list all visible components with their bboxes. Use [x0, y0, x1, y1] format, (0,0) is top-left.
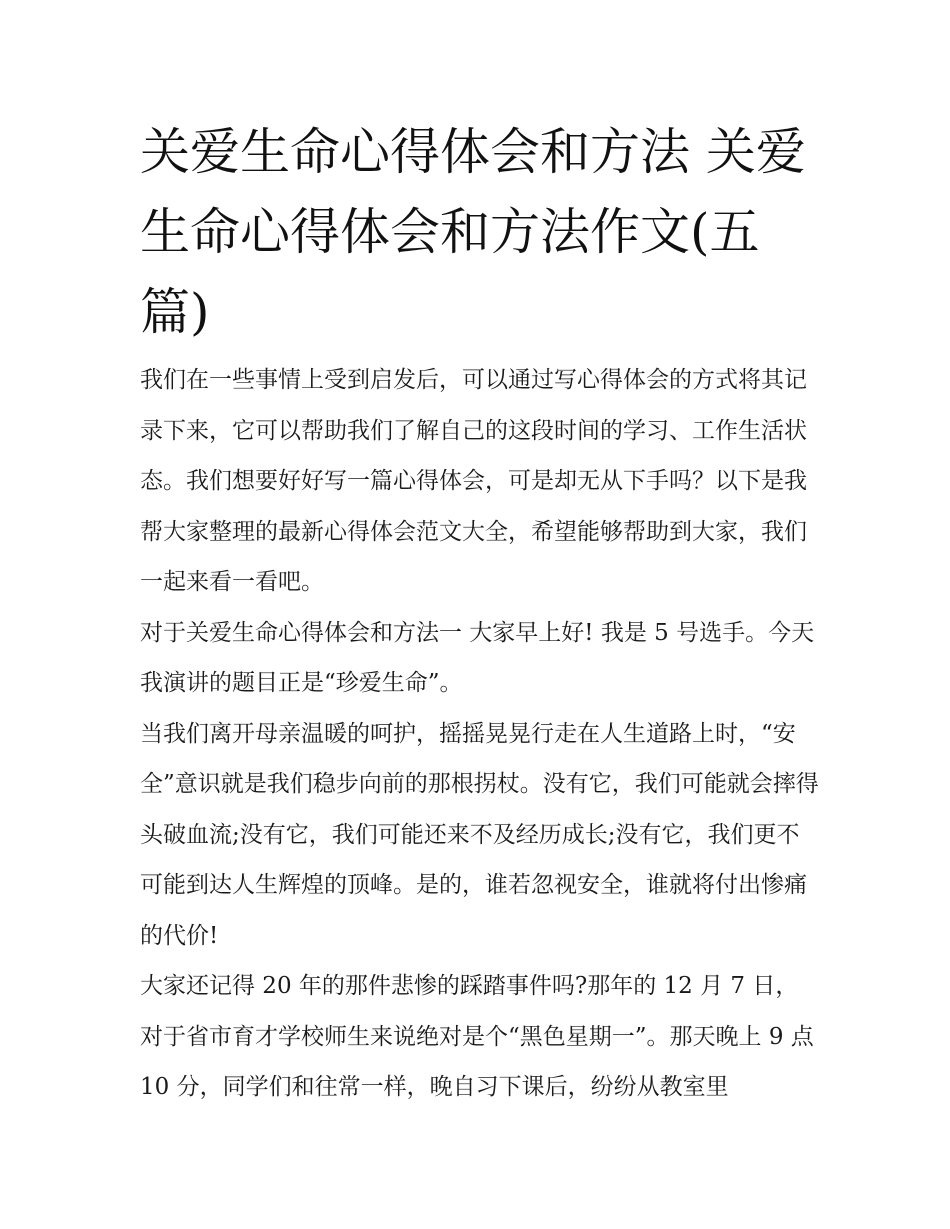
document-body: [140, 355, 820, 1113]
document-title: 关爱生命心得体会和方法 关爱生命心得体会和方法作文(五篇): [140, 123, 806, 341]
paragraph-safety: 当我们离开母亲温暖的呵护，摇摇晃晃行走在人生道路上时，“安全”意识就是我们稳步向前的那根拐杖。没有它，我们可能就会摔得头破血流;没有它，我们可能还来不及经历成长;没有它，我们更不可能到达人生辉煌的顶峰。是的，谁若忽视安全，谁就将付出惨痛的代价!: [140, 720, 819, 949]
paragraph-speech-opening: 对于关爱生命心得体会和方法一 大家早上好! 我是 5 号选手。今天我演讲的题目正是“珍爱生命”。: [140, 619, 815, 696]
paragraph-incident: 大家还记得 20 年的那件悲惨的踩踏事件吗?那年的 12 月 7 日，对于省市育才学校师生来说绝对是个“黑色星期一”。那天晚上 9 点 10 分，同学们和往常一样，晚自习下课后，纷纷从教室里: [140, 973, 814, 1100]
paragraph-intro: 我们在一些事情上受到启发后，可以通过写心得体会的方式将其记录下来，它可以帮助我们了解自己的这段时间的学习、工作生活状态。我们想要好好写一篇心得体会，可是却无从下手吗？以下是我帮大家整理的最新心得体会范文大全，希望能够帮助到大家，我们一起来看一看吧。: [140, 367, 807, 595]
